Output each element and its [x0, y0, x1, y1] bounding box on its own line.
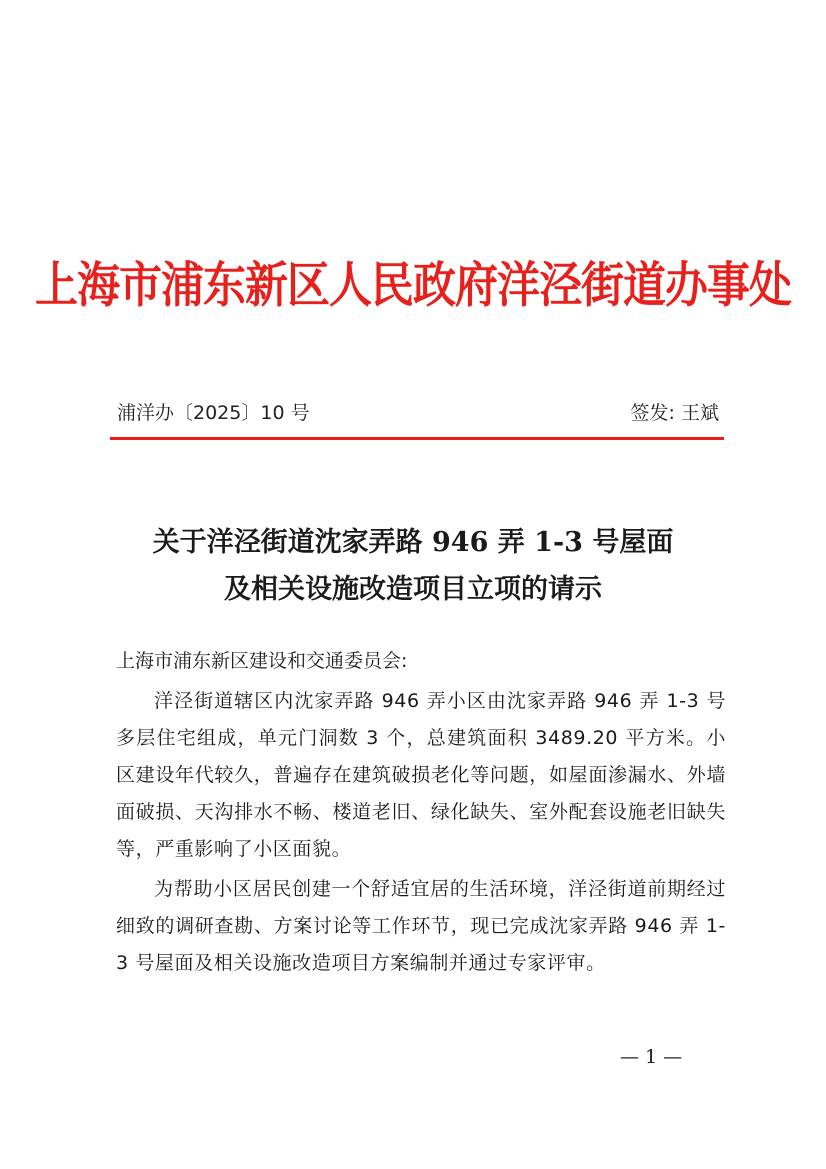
- recipient: 上海市浦东新区建设和交通委员会:: [116, 650, 408, 672]
- signer: [631, 398, 719, 428]
- signer-name: 王斌: [680, 402, 719, 424]
- document-number: 浦洋办〔2025〕10 号: [117, 402, 310, 424]
- body-paragraph-2: 为帮助小区居民创建一个舒适宜居的生活环境，洋泾街道前期经过细致的调研查勘、方案讨论等工作环节，现已完成沈家弄路 946 弄 1-3 号屋面及相关设施改造项目方案编制并通过专家评审。: [116, 878, 726, 974]
- red-separator-line: [110, 437, 724, 440]
- title-line-1: 关于洋泾街道沈家弄路 946 弄 1-3 号屋面: [152, 527, 674, 558]
- page-number: — 1 —: [620, 1046, 683, 1068]
- title-line-2: 及相关设施改造项目立项的请示: [224, 574, 602, 605]
- document-title: [0, 519, 826, 613]
- issuing-organization-header: 上海市浦东新区人民政府洋泾街道办事处: [35, 258, 791, 314]
- body-paragraph-1: 洋泾街道辖区内沈家弄路 946 弄小区由沈家弄路 946 弄 1-3 号多层住宅组成，单元门洞数 3 个，总建筑面积 3489.20 平方米。小区建设年代较久，普遍存在建筑破损老化等问题，如屋面渗漏水、外墙面破损、天沟排水不畅、楼道老旧、绿化缺失、室外配套设施老旧缺失等，严重影响了小区面貌。: [116, 690, 726, 860]
- signer-label: 签发:: [630, 402, 675, 424]
- body-text: [116, 683, 726, 982]
